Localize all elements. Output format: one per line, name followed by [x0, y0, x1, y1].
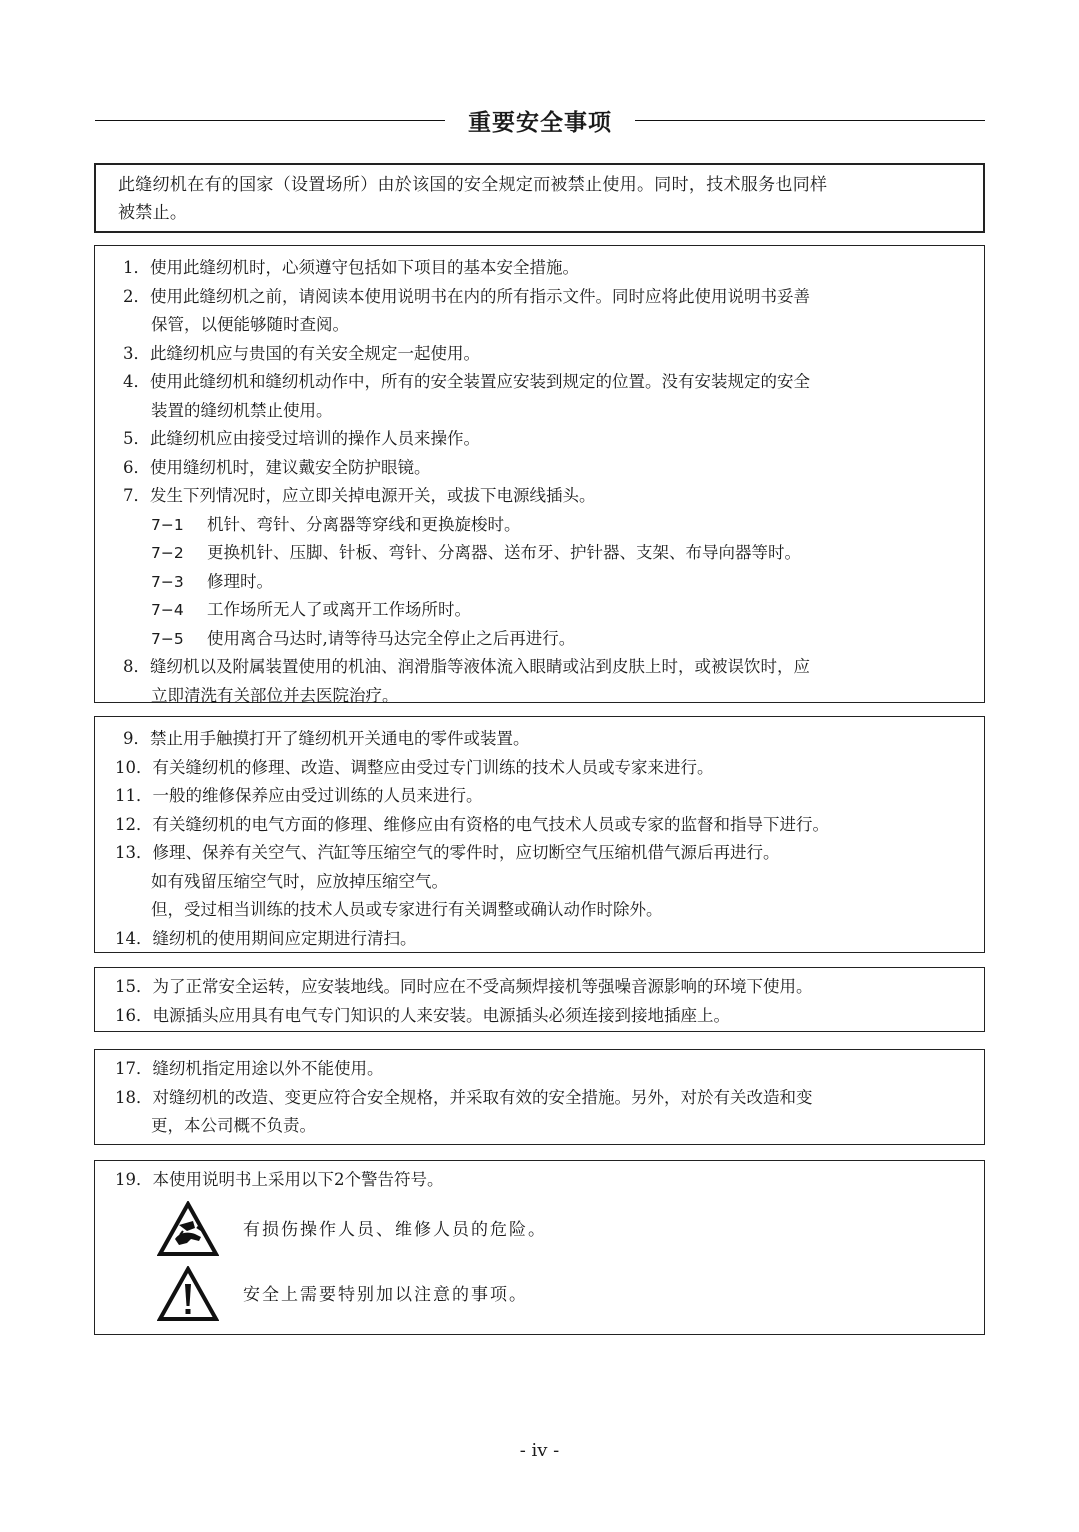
safety-box-3 [94, 967, 985, 1032]
sub-item-7-4: 7−4 工作场所无人了或离开工作场所时。 [151, 600, 471, 619]
item-11: 11．一般的维修保养应由受过训练的人员来进行。 [115, 786, 483, 805]
title-row [95, 100, 985, 140]
item-12: 12．有关缝纫机的电气方面的修理、维修应由有资格的电气技术人员或专家的监督和指导下进行。 [115, 814, 829, 834]
item-4: 4．使用此缝纫机和缝纫机动作中，所有的安全装置应安装到规定的位置。没有安装规定的安全 [123, 372, 810, 391]
sub-item-7-2: 7−2 更换机针、压脚、针板、弯针、分离器、送布牙、护针器、支架、布导向器等时。 [151, 543, 801, 562]
warning-row-hazard [157, 1201, 857, 1257]
item-8-cont: 立即清洗有关部位并去医院治疗。 [151, 685, 399, 705]
item-16: 16．电源插头应用具有电气专门知识的人来安装。电源插头必须连接到接地插座上。 [115, 1005, 730, 1025]
item-3: 3．此缝纫机应与贵国的有关安全规定一起使用。 [123, 343, 480, 363]
safety-box-5 [94, 1160, 985, 1335]
title-rule-right [635, 120, 985, 121]
item-15: 15．为了正常安全运转，应安装地线。同时应在不受高频焊接机等强噪音源影响的环境下使用。 [115, 977, 813, 996]
page-title: 重要安全事项 [468, 110, 612, 136]
safety-box-1 [94, 245, 985, 703]
title-rule-left [95, 120, 445, 121]
item-10: 10．有关缝纫机的修理、改造、调整应由受过专门训练的技术人员或专家来进行。 [115, 757, 714, 777]
item-5: 5．此缝纫机应由接受过培训的操作人员来操作。 [123, 429, 480, 448]
item-14: 14．缝纫机的使用期间应定期进行清扫。 [115, 928, 417, 948]
intro-line-1: 此缝纫机在有的国家（设置场所）由於该国的安全规定而被禁止使用。同时，技术服务也同样 [118, 175, 828, 195]
item-17: 17．缝纫机指定用途以外不能使用。 [115, 1059, 384, 1078]
item-1: 1．使用此缝纫机时，心须遵守包括如下项目的基本安全措施。 [123, 258, 579, 277]
warning-text-caution: 安全上需要特别加以注意的事项。 [243, 1285, 528, 1305]
item-7: 7．发生下列情况时，应立即关掉电源开关，或拔下电源线插头。 [123, 486, 596, 505]
item-19: 19．本使用说明书上采用以下2个警告符号。 [115, 1170, 444, 1189]
safety-box-4 [94, 1049, 985, 1145]
item-18: 18．对缝纫机的改造、变更应符合安全规格，并采取有效的安全措施。另外，对於有关改造和变 [115, 1087, 813, 1107]
sub-item-7-5: 7−5 使用离合马达时,请等待马达完全停止之后再进行。 [151, 628, 576, 648]
item-2-cont: 保管，以便能够随时查阅。 [151, 315, 349, 334]
item-2: 2．使用此缝纫机之前，请阅读本使用说明书在内的所有指示文件。同时应将此使用说明书妥善 [123, 286, 810, 306]
page-number: - iv - [519, 1440, 560, 1461]
sub-item-7-1: 7−1 机针、弯针、分离器等穿线和更换旋梭时。 [151, 514, 521, 534]
item-9: 9．禁止用手触摸打开了缝纫机开关通电的零件或装置。 [123, 729, 530, 748]
item-6: 6．使用缝纫机时，建议戴安全防护眼镜。 [123, 457, 431, 477]
item-4-cont: 装置的缝纫机禁止使用。 [151, 400, 333, 420]
safety-box-2 [94, 716, 985, 953]
intro-line-2: 被禁止。 [118, 203, 188, 223]
item-13: 13．修理、保养有关空气、汽缸等压缩空气的零件时，应切断空气压缩机借气源后再进行。 [115, 843, 780, 862]
item-8: 8．缝纫机以及附属装置使用的机油、润滑脂等液体流入眼睛或沾到皮肤上时，或被误饮时，应 [123, 657, 810, 676]
exclamation-warning-icon [157, 1266, 219, 1322]
warning-text-hazard: 有损伤操作人员、维修人员的危险。 [243, 1220, 547, 1240]
sub-item-7-3: 7−3 修理时。 [151, 571, 273, 591]
hand-hazard-icon [157, 1201, 219, 1257]
intro-box [94, 163, 985, 233]
item-13-cont-2: 但，受过相当训练的技术人员或专家进行有关调整或确认动作时除外。 [151, 900, 663, 919]
item-13-cont-1: 如有残留压缩空气时，应放掉压缩空气。 [151, 871, 448, 891]
warning-row-caution [157, 1266, 857, 1322]
item-18-cont: 更，本公司概不负责。 [151, 1116, 316, 1135]
